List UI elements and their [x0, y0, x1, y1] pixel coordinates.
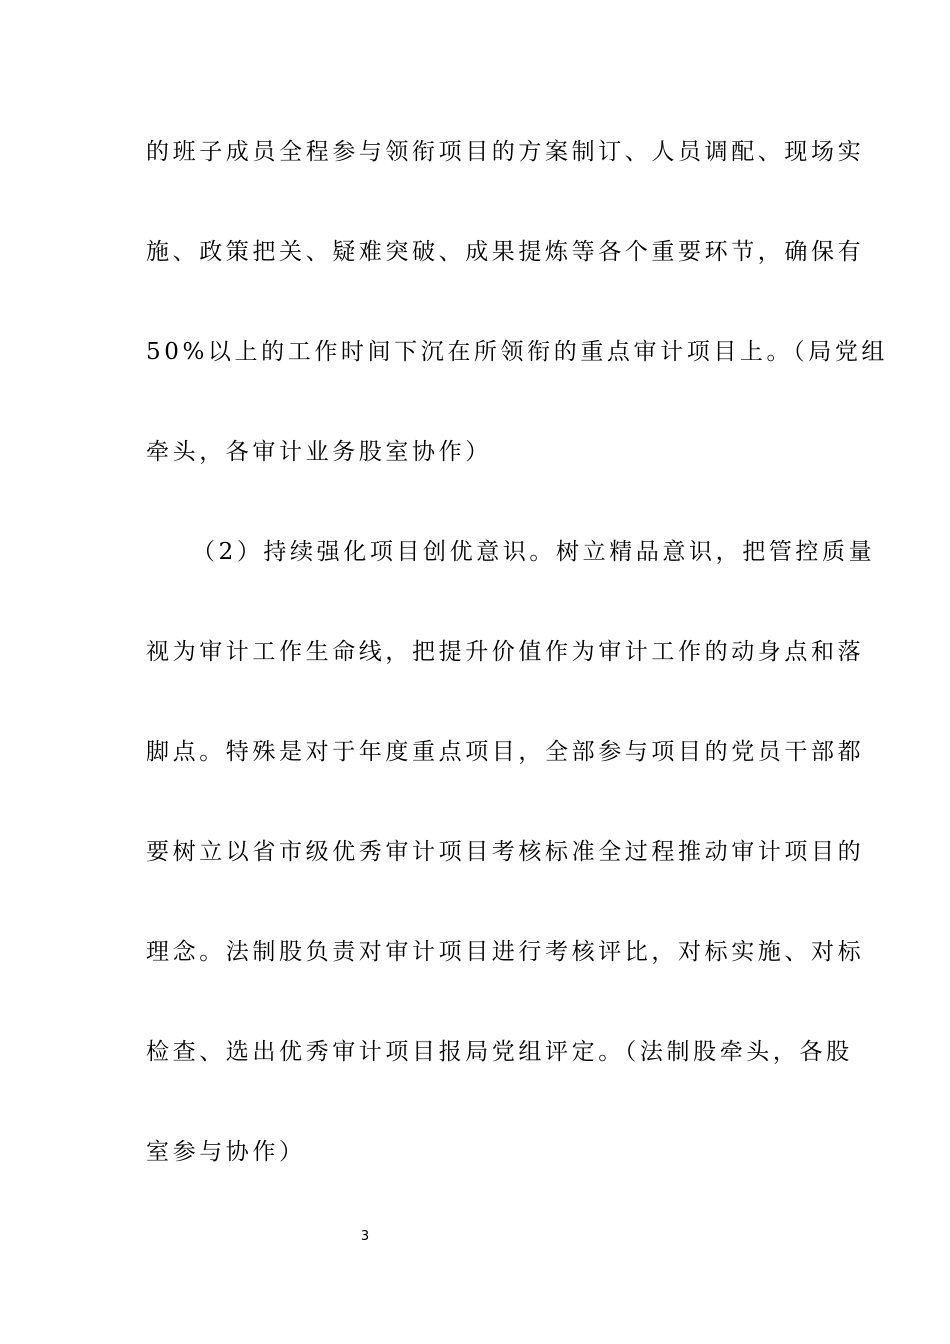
text-line: 牵头，各审计业务股室协作） — [146, 439, 492, 465]
text-line: 脚点。特殊是对于年度重点项目，全部参与项目的党员干部都 — [146, 739, 865, 765]
text-line: 50%以上的工作时间下沉在所领衔的重点审计项目上。（局党组 — [146, 339, 889, 365]
text-line: 理念。法制股负责对审计项目进行考核评比，对标实施、对标 — [146, 939, 865, 965]
text-line: 室参与协作） — [146, 1139, 306, 1165]
text-line: 的班子成员全程参与领衔项目的方案制订、人员调配、现场实 — [146, 139, 865, 165]
page-number: 3 — [360, 1229, 370, 1244]
paragraph-start-line: （2）持续强化项目创优意识。树立精品意识，把管控质量 — [192, 539, 876, 565]
text-line: 检查、选出优秀审计项目报局党组评定。（法制股牵头，各股 — [146, 1039, 853, 1065]
text-line: 视为审计工作生命线，把提升价值作为审计工作的动身点和落 — [146, 639, 865, 665]
text-line: 要树立以省市级优秀审计项目考核标准全过程推动审计项目的 — [146, 839, 865, 865]
text-line: 施、政策把关、疑难突破、成果提炼等各个重要环节，确保有 — [146, 239, 865, 265]
